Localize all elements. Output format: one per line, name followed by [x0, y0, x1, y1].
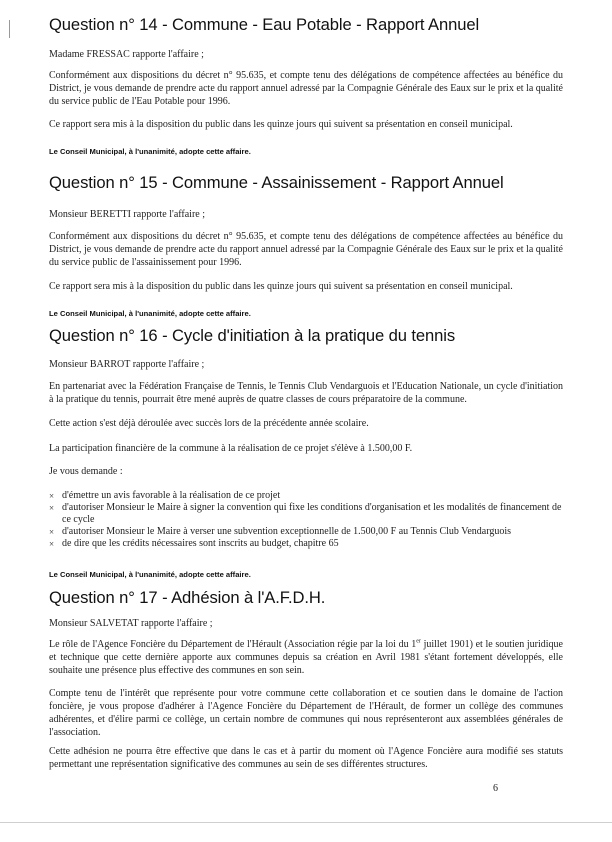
cross-bullet-icon: × — [49, 539, 55, 549]
cross-bullet-icon: × — [49, 527, 55, 537]
list-item: × d'autoriser Monsieur le Maire à signer la convention qui fixe les conditions d'organisation et les modalités de financement de ce cycle — [49, 502, 562, 525]
q16-request-list — [49, 490, 563, 550]
q17-title: Question n° 17 - Adhésion à l'A.F.D.H. — [49, 588, 326, 607]
q16-para2: Cette action s'est déjà déroulée avec succès lors de la précédente année scolaire. — [49, 418, 369, 429]
q15-title: Question n° 15 - Commune - Assainissement - Rapport Annuel — [49, 173, 504, 192]
q17-para3: Cette adhésion ne pourra être effective que dans le cas et à partir du moment où l'Agence Foncière aura modifié ses statuts permettant une représentation significative des communes au sein de ses différentes structures. — [49, 746, 563, 770]
q17-rapporteur: Monsieur SALVETAT rapporte l'affaire ; — [49, 618, 213, 629]
list-item: × de dire que les crédits nécessaires sont inscrits au budget, chapitre 65 — [49, 538, 339, 549]
q15-decision: Le Conseil Municipal, à l'unanimité, adopte cette affaire. — [49, 309, 251, 318]
list-item: × d'émettre un avis favorable à la réalisation de ce projet — [49, 490, 281, 501]
page-number: 6 — [493, 783, 498, 794]
q14-para1: Conformément aux dispositions du décret n° 95.635, et compte tenu des délégations de compétence affectées au bénéfice du District, je vous demande de prendre acte du rapport annuel adressé par la Compagnie Générale des Eaux sur le prix et la qualité du service public de l'Eau Potable pour 1996. — [49, 70, 563, 107]
q14-decision: Le Conseil Municipal, à l'unanimité, adopte cette affaire. — [49, 147, 251, 156]
list-item: × d'autoriser Monsieur le Maire à verser une subvention exceptionnelle de 1.500,00 F au Tennis Club Vendarguois — [49, 526, 512, 537]
scan-edge-line — [0, 822, 612, 823]
cross-bullet-icon: × — [49, 491, 55, 501]
q17-para2: Compte tenu de l'intérêt que représente pour votre commune cette collaboration et ce soutien dans le domaine de l'action foncière, je vous propose d'adhérer à l'Agence Foncière du Département de l'Hérault, de former un collège des communes adhérentes, et d'élire parmi ce collège, un certain nombre de communes qui nous représenteront aux assemblées générales de l'association. — [49, 688, 563, 738]
q14-title: Question n° 14 - Commune - Eau Potable - Rapport Annuel — [49, 15, 480, 34]
cross-bullet-icon: × — [49, 503, 55, 513]
q16-para1: En partenariat avec la Fédération Française de Tennis, le Tennis Club Vendarguois et l'Education Nationale, un cycle d'initiation à la pratique du tennis, pourrait être mené auprès de quatre classes de cours préparatoire de la commune. — [49, 381, 563, 405]
q17-para1: Le rôle de l'Agence Foncière du Département de l'Hérault (Association régie par la loi du 1er juillet 1901) et le soutien juridique et technique que cette dernière apporte aux communes depuis sa création en Avril 1981 s'étant fortement développés, elle souhaite une présence plus effective des communes en son sein. — [49, 638, 563, 676]
q16-decision: Le Conseil Municipal, à l'unanimité, adopte cette affaire. — [49, 570, 251, 579]
q15-para2: Ce rapport sera mis à la disposition du public dans les quinze jours qui suivent sa présentation en conseil municipal. — [49, 281, 513, 292]
binding-mark — [9, 20, 10, 38]
q15-para1: Conformément aux dispositions du décret n° 95.635, et compte tenu des délégations de compétence affectées au bénéfice du District, je vous demande de prendre acte du rapport annuel adressé par la Compagnie Générale des Eaux sur le prix et la qualité du service public de l'assainissement pour 1996. — [49, 231, 563, 268]
q16-para4: Je vous demande : — [49, 466, 123, 477]
q15-rapporteur: Monsieur BERETTI rapporte l'affaire ; — [49, 209, 206, 220]
q14-rapporteur: Madame FRESSAC rapporte l'affaire ; — [49, 49, 204, 60]
q16-para3: La participation financière de la commune à la réalisation de ce projet s'élève à 1.500,00 F. — [49, 443, 413, 454]
q14-para2: Ce rapport sera mis à la disposition du public dans les quinze jours qui suivent sa présentation en conseil municipal. — [49, 119, 513, 130]
q16-title: Question n° 16 - Cycle d'initiation à la pratique du tennis — [49, 326, 456, 345]
q16-rapporteur: Monsieur BARROT rapporte l'affaire ; — [49, 359, 205, 370]
